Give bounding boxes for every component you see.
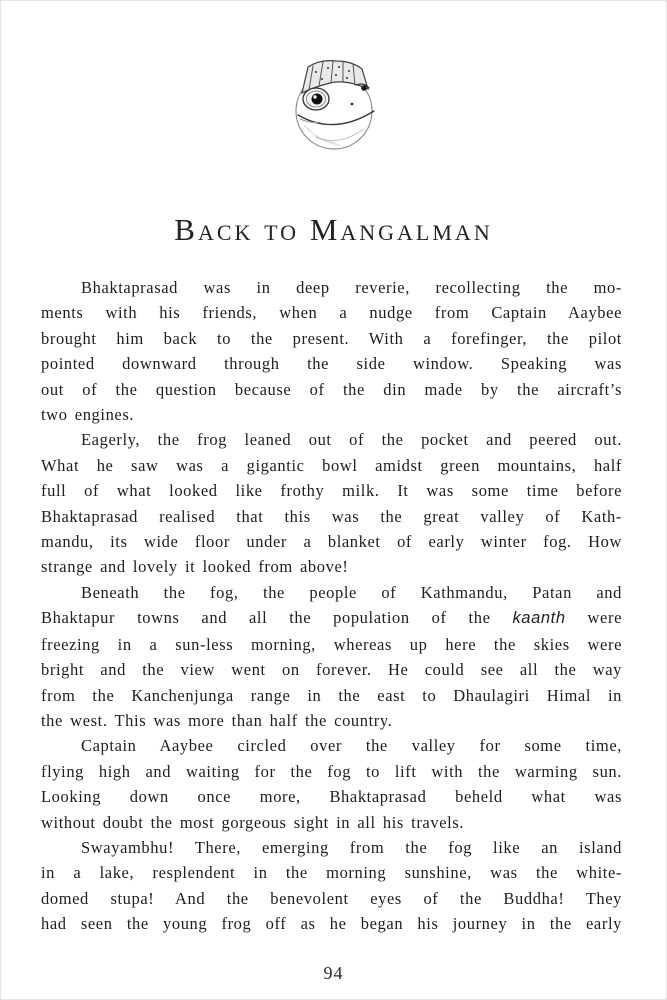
text-line: from the Kanchenjunga range in the east to Dhaulagiri Himal in <box>41 685 622 705</box>
paragraph <box>41 427 622 579</box>
frog-illustration <box>1 59 666 151</box>
text-line: Swayambhu! There, emerging from the fog like an island <box>81 837 622 857</box>
text-line: out of the question because of the din made by the aircraft’s <box>41 379 622 399</box>
text-line: two engines. <box>41 405 135 425</box>
paragraph <box>41 275 622 427</box>
text-line: had seen the young frog off as he began his journey in the early <box>41 914 622 934</box>
text-line: strange and lovely it looked from above! <box>41 557 349 577</box>
vernacular-term: kaanth <box>512 609 566 628</box>
text-line: Bhaktapur towns and all the population of the kaanth were <box>41 608 622 628</box>
page-number: 94 <box>323 962 344 983</box>
text-line: ments with his friends, when a nudge from Captain Aaybee <box>41 303 622 323</box>
text-line: freezing in a sun-less morning, whereas up here the skies were <box>41 634 622 654</box>
text-line: in a lake, resplendent in the morning sunshine, was the white- <box>41 863 622 883</box>
chapter-title: Back to Mangalman <box>174 212 493 247</box>
text-line: pointed downward through the side window. Speaking was <box>41 354 622 374</box>
text-line: flying high and waiting for the fog to lift with the warming sun. <box>41 761 622 781</box>
paragraph <box>41 835 622 937</box>
text-line: mandu, its wide floor under a blanket of early winter fog. How <box>41 532 622 552</box>
text-line: Beneath the fog, the people of Kathmandu, Patan and <box>81 582 622 602</box>
text-line: Eagerly, the frog leaned out of the pocket and peered out. <box>81 430 622 450</box>
paragraph <box>41 580 622 733</box>
text-line: Looking down once more, Bhaktaprasad beheld what was <box>41 787 622 807</box>
body-text <box>41 275 622 937</box>
text-line: domed stupa! And the benevolent eyes of the Buddha! They <box>41 888 622 908</box>
text-line: Captain Aaybee circled over the valley for some time, <box>81 736 622 756</box>
text-line: the west. This was more than half the country. <box>41 710 393 730</box>
text-line: full of what looked like frothy milk. It was some time before <box>41 481 622 501</box>
text-line: Bhaktaprasad realised that this was the great valley of Kath- <box>41 506 622 526</box>
text-line: brought him back to the present. With a forefinger, the pilot <box>41 328 622 348</box>
text-line: bright and the view went on forever. He could see all the way <box>41 660 622 680</box>
text-line: What he saw was a gigantic bowl amidst green mountains, half <box>41 455 622 475</box>
text-line: without doubt the most gorgeous sight in all his travels. <box>41 812 465 832</box>
text-line: Bhaktaprasad was in deep reverie, recollecting the mo- <box>81 278 622 297</box>
paragraph <box>41 733 622 835</box>
frog-topi-icon <box>286 59 382 151</box>
